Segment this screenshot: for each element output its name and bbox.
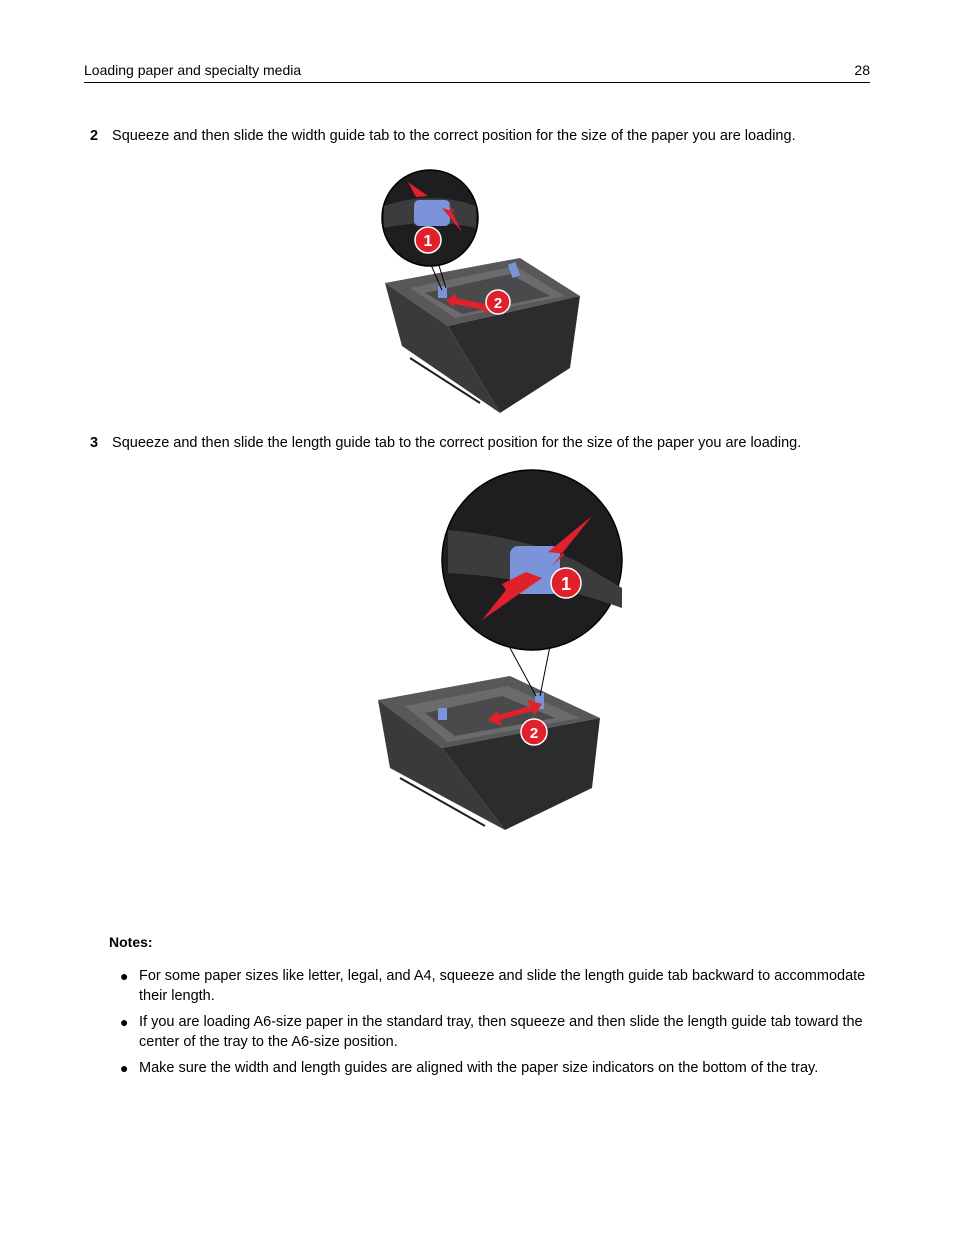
step-text: Squeeze and then slide the length guide tab to the correct position for the size of the paper you are loading. — [112, 435, 802, 451]
note-item — [120, 1012, 880, 1052]
note-item — [120, 1058, 880, 1078]
length-guide-illustration — [330, 468, 630, 913]
step-3 — [90, 433, 890, 453]
step-number: 3 — [90, 435, 99, 451]
callout-number-2: 2 — [529, 725, 539, 742]
width-guide-illustration — [370, 168, 610, 416]
note-text: For some paper sizes like letter, legal, and A4, squeeze and slide the length guide tab backward to accommodate their length. — [139, 968, 866, 1004]
step-number: 2 — [90, 128, 99, 144]
page-header — [84, 60, 870, 83]
bullet-icon: ● — [120, 1060, 129, 1076]
notes-list — [120, 966, 880, 1084]
bullet-icon: ● — [120, 968, 129, 984]
zoom-callout — [382, 170, 478, 266]
callout-number-2: 2 — [493, 295, 503, 312]
note-text: If you are loading A6-size paper in the standard tray, then squeeze and then slide the length guide tab toward the center of the tray to the A6-size position. — [139, 1014, 863, 1050]
note-item — [120, 966, 880, 1006]
zoom-callout — [442, 470, 622, 650]
paper-tray — [385, 258, 580, 413]
step-2 — [90, 126, 890, 146]
bullet-icon: ● — [120, 1014, 129, 1030]
page-number: 28 — [854, 62, 870, 78]
callout-number-1: 1 — [560, 574, 572, 594]
callout-number-1: 1 — [423, 233, 433, 250]
paper-tray — [378, 676, 600, 830]
step-text: Squeeze and then slide the width guide tab to the correct position for the size of the paper you are loading. — [112, 128, 796, 144]
note-text: Make sure the width and length guides are aligned with the paper size indicators on the bottom of the tray. — [139, 1060, 819, 1076]
section-title: Loading paper and specialty media — [84, 62, 302, 78]
notes-heading: Notes: — [109, 934, 153, 950]
